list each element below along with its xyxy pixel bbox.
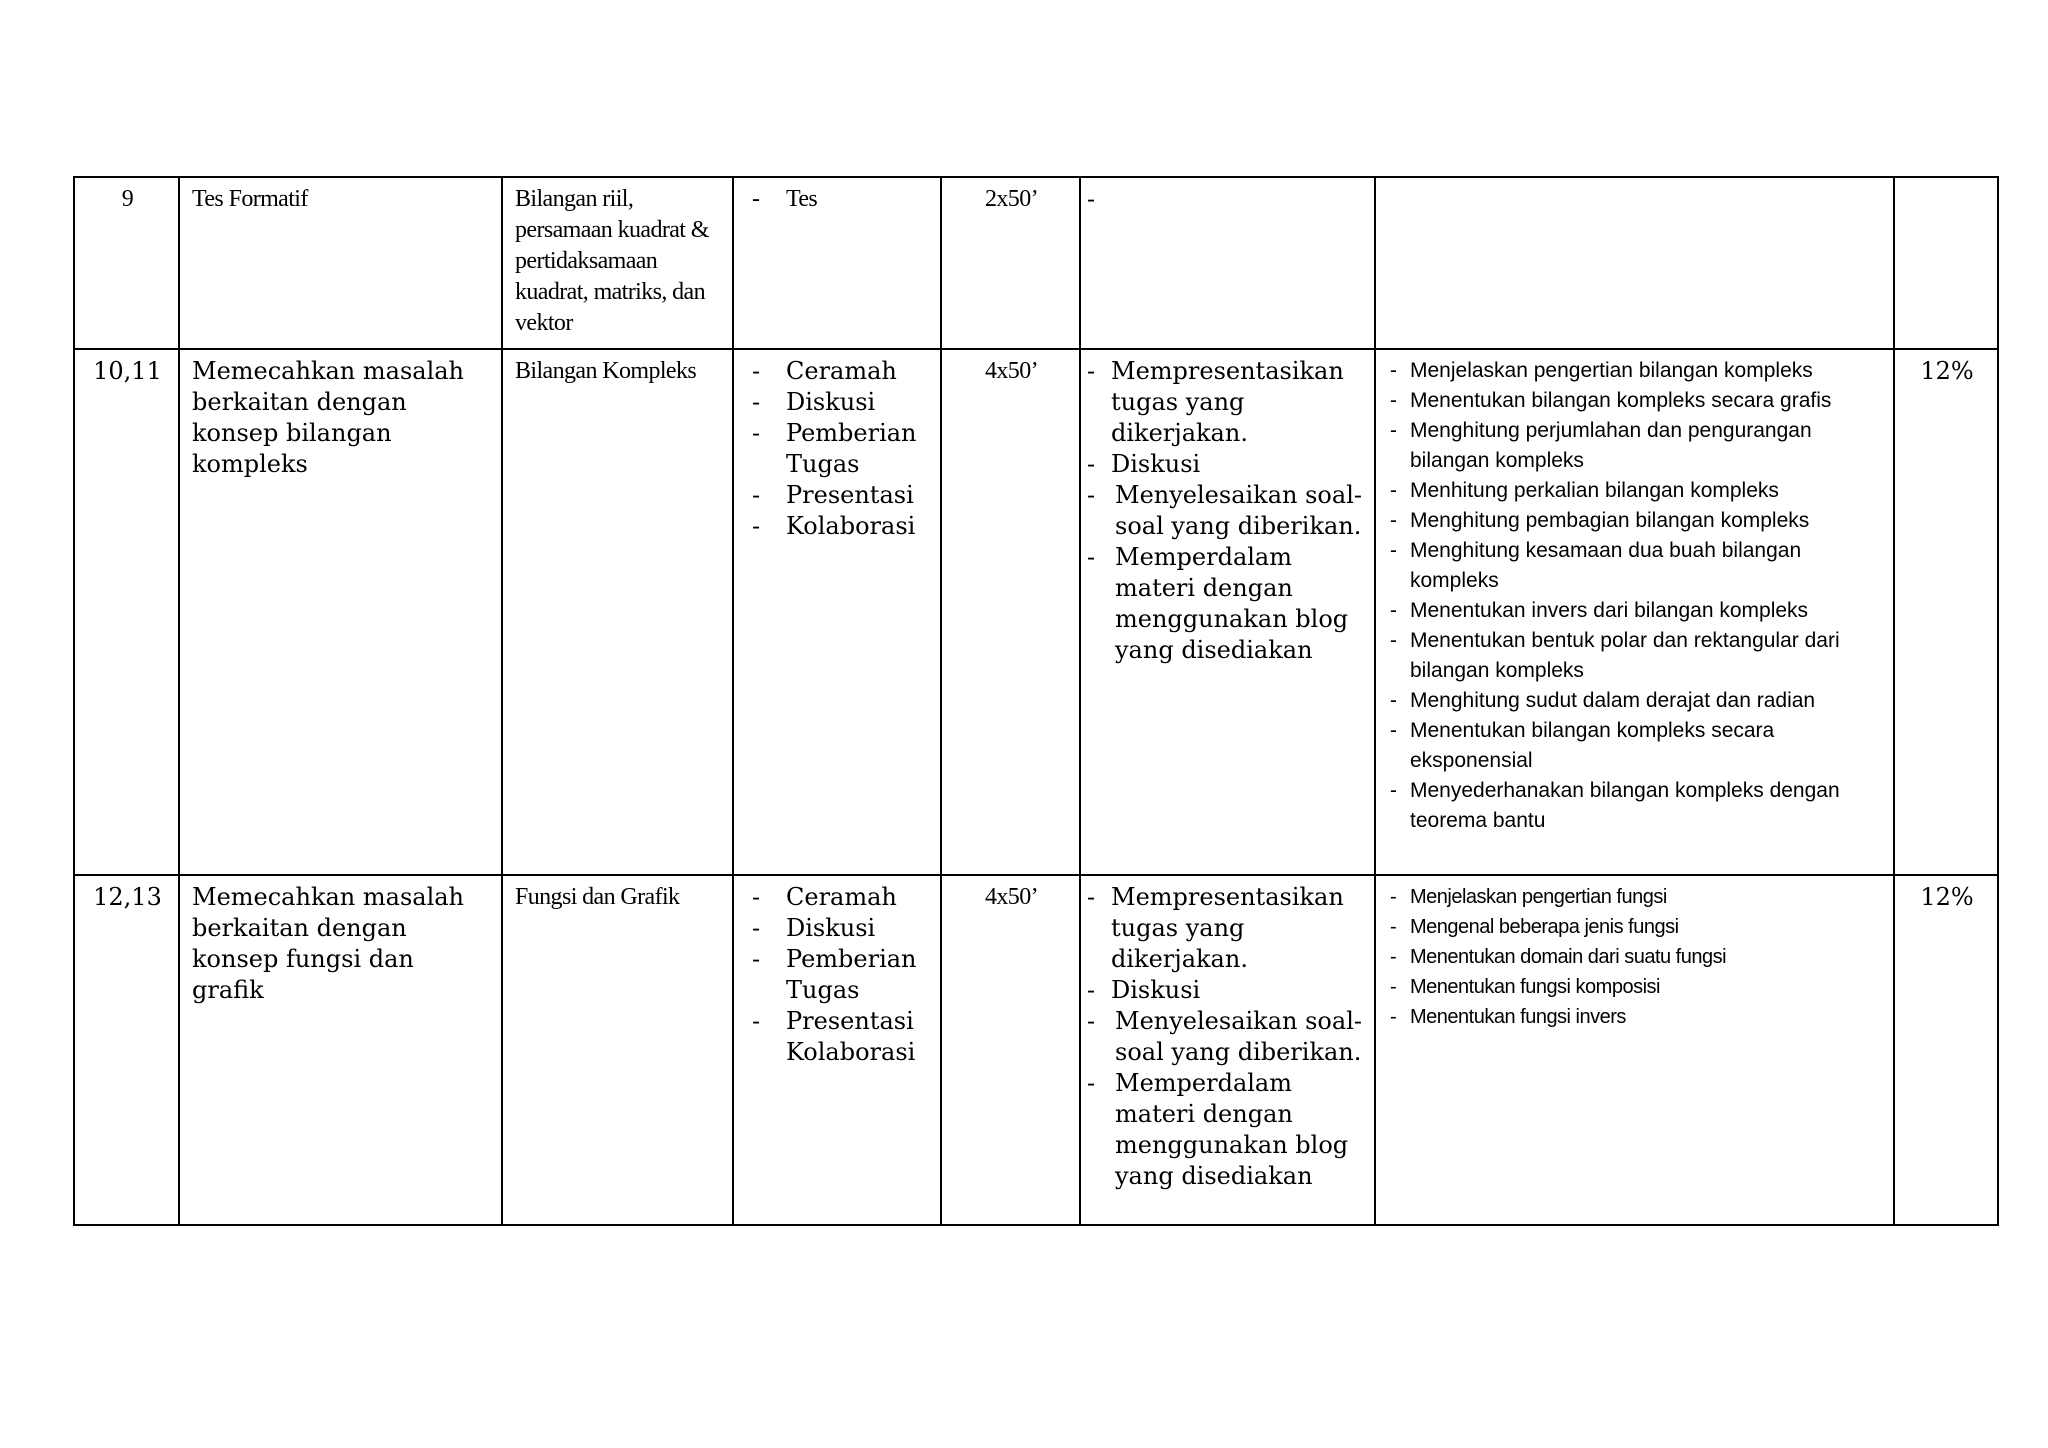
activity-item: - Diskusi <box>1093 449 1364 480</box>
method-item: - Diskusi <box>746 387 930 418</box>
indicator-item: - Menentukan bilangan kompleks secara grafis <box>1388 386 1883 416</box>
method-item: - Tes <box>746 184 930 215</box>
material-cell: Bilangan riil, persamaan kuadrat & pertidaksamaan kuadrat, matriks, dan vektor <box>502 177 733 349</box>
competency-cell: Memecahkan masalah berkaitan dengan konsep fungsi dan grafik <box>179 875 502 1225</box>
indicators-cell <box>1375 875 1894 1225</box>
method-item: - Ceramah <box>746 882 930 913</box>
method-item: - Pemberian Tugas <box>746 418 930 480</box>
indicator-item: - Menjelaskan pengertian fungsi <box>1388 882 1883 912</box>
table-row <box>74 875 1998 1225</box>
indicator-item: - Menghitung kesamaan dua buah bilangan kompleks <box>1388 536 1883 596</box>
week-cell: 12,13 <box>74 875 179 1225</box>
method-item: - Ceramah <box>746 356 930 387</box>
weight-cell: 12% <box>1894 349 1998 875</box>
indicator-item: - Menghitung perjumlahan dan pengurangan bilangan kompleks <box>1388 416 1883 476</box>
table-row <box>74 177 1998 349</box>
week-cell: 10,11 <box>74 349 179 875</box>
activity-item: - Diskusi <box>1093 975 1364 1006</box>
method-item: Kolaborasi <box>786 1038 916 1066</box>
indicator-item: - Mengenal beberapa jenis fungsi <box>1388 912 1883 942</box>
weight-cell: 12% <box>1894 875 1998 1225</box>
material-cell: Fungsi dan Grafik <box>502 875 733 1225</box>
activity-item: - Mempresentasikan tugas yang dikerjakan. <box>1093 356 1364 449</box>
indicator-item: - Menentukan fungsi komposisi <box>1388 972 1883 1002</box>
methods-cell <box>733 177 941 349</box>
activities-cell <box>1080 875 1375 1225</box>
indicator-item: - Menyederhanakan bilangan kompleks dengan teorema bantu <box>1388 776 1883 836</box>
time-cell: 4x50’ <box>941 875 1080 1225</box>
method-item: - Presentasi <box>746 480 930 511</box>
methods-cell <box>733 875 941 1225</box>
weight-cell <box>1894 177 1998 349</box>
indicator-item: - Menentukan invers dari bilangan kompleks <box>1388 596 1883 626</box>
competency-cell: Tes Formatif <box>179 177 502 349</box>
time-cell: 2x50’ <box>941 177 1080 349</box>
indicator-item: - Menghitung sudut dalam derajat dan radian <box>1388 686 1883 716</box>
indicator-item: - Menentukan fungsi invers <box>1388 1002 1883 1032</box>
indicator-item: - Menentukan bentuk polar dan rektangular dari bilangan kompleks <box>1388 626 1883 686</box>
week-cell: 9 <box>74 177 179 349</box>
method-item: - Pemberian Tugas <box>746 944 930 1006</box>
indicator-item: - Menentukan domain dari suatu fungsi <box>1388 942 1883 972</box>
methods-cell <box>733 349 941 875</box>
material-cell: Bilangan Kompleks <box>502 349 733 875</box>
activity-item: - Mempresentasikan tugas yang dikerjakan. <box>1093 882 1364 975</box>
indicator-item: - Menjelaskan pengertian bilangan kompleks <box>1388 356 1883 386</box>
activities-cell <box>1080 349 1375 875</box>
activities-cell <box>1080 177 1375 349</box>
method-item: - Kolaborasi <box>746 511 930 542</box>
indicators-cell <box>1375 177 1894 349</box>
time-cell: 4x50’ <box>941 349 1080 875</box>
indicator-item: - Menhitung perkalian bilangan kompleks <box>1388 476 1883 506</box>
indicator-item: - Menentukan bilangan kompleks secara eksponensial <box>1388 716 1883 776</box>
syllabus-table <box>73 176 1999 1226</box>
method-item: - Presentasi <box>746 1006 930 1037</box>
activity-item: - Memperdalam materi dengan menggunakan blog yang disediakan <box>1093 1068 1364 1192</box>
activity-item: - Memperdalam materi dengan menggunakan blog yang disediakan <box>1093 542 1364 666</box>
method-item: - Diskusi <box>746 913 930 944</box>
activity-item: - Menyelesaikan soal-soal yang diberikan. <box>1093 480 1364 542</box>
table-row <box>74 349 1998 875</box>
competency-cell: Memecahkan masalah berkaitan dengan konsep bilangan kompleks <box>179 349 502 875</box>
activity-item: - Menyelesaikan soal-soal yang diberikan. <box>1093 1006 1364 1068</box>
indicators-cell <box>1375 349 1894 875</box>
indicator-item: - Menghitung pembagian bilangan kompleks <box>1388 506 1883 536</box>
